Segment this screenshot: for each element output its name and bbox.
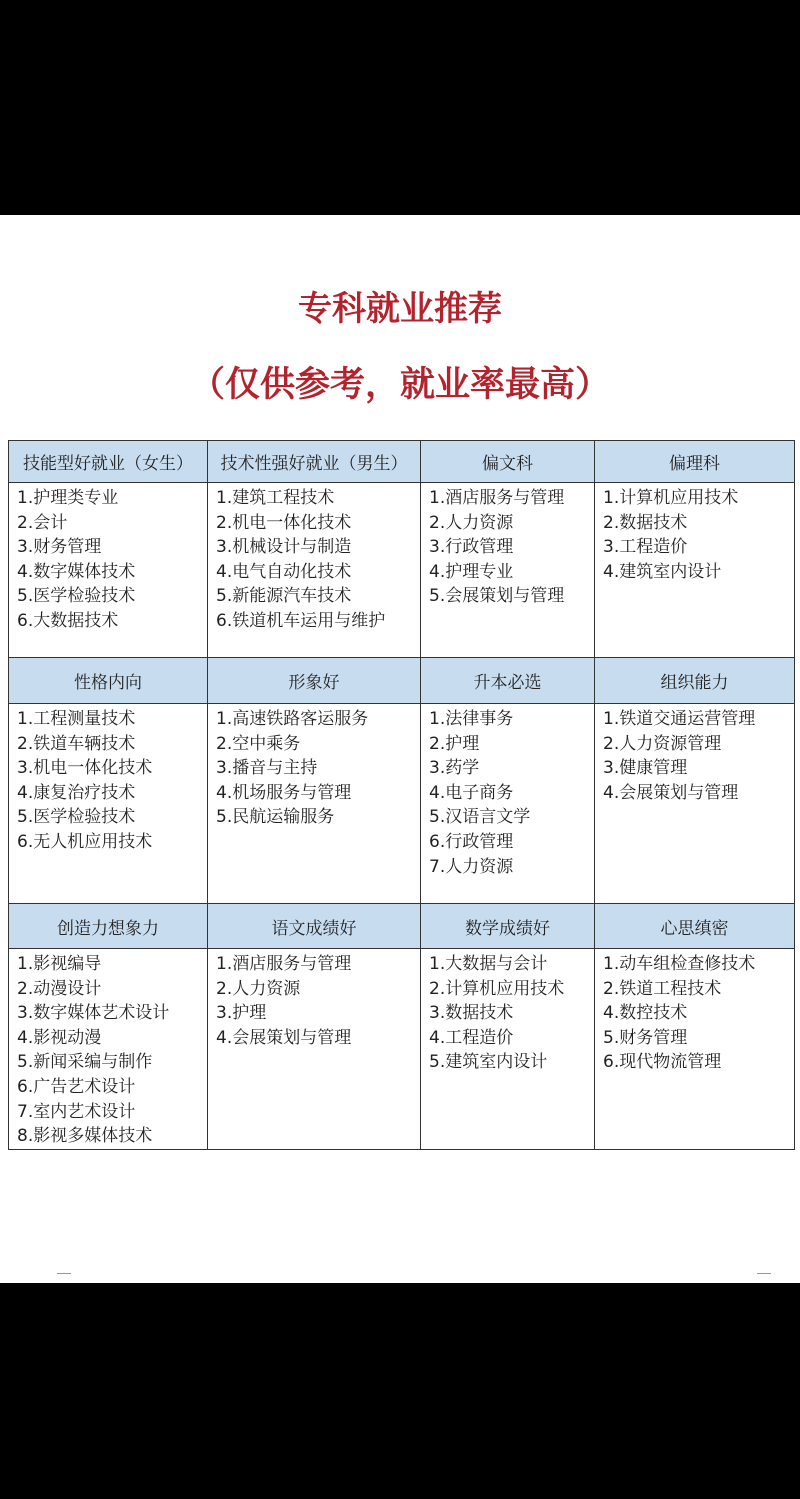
list-item: 4.护理专业 <box>429 561 514 582</box>
category-list <box>421 704 595 904</box>
list-item: 2.铁道工程技术 <box>603 978 722 999</box>
list-item: 3.机械设计与制造 <box>216 537 352 558</box>
document-page <box>0 215 800 1283</box>
recommendation-table <box>8 440 795 1150</box>
category-header: 性格内向 <box>9 658 208 704</box>
list-item: 4.会展策划与管理 <box>216 1027 352 1048</box>
category-header: 数学成绩好 <box>421 904 595 949</box>
category-list <box>595 483 795 658</box>
header-row <box>9 441 795 483</box>
list-item: 7.室内艺术设计 <box>17 1101 136 1122</box>
list-item: 2.机电一体化技术 <box>216 512 352 533</box>
list-item: 1.工程测量技术 <box>17 709 136 729</box>
list-item: 4.电气自动化技术 <box>216 561 352 582</box>
list-item: 3.机电一体化技术 <box>17 758 153 779</box>
list-item: 5.汉语言文学 <box>429 807 531 828</box>
category-list <box>421 949 595 1150</box>
list-item: 1.建筑工程技术 <box>216 488 335 508</box>
list-item: 1.铁道交通运营管理 <box>603 709 756 729</box>
list-item: 2.人力资源 <box>216 978 301 999</box>
list-item: 3.播音与主持 <box>216 758 318 779</box>
category-list <box>421 483 595 658</box>
list-item: 2.数据技术 <box>603 512 688 533</box>
list-item: 2.会计 <box>17 512 68 533</box>
list-item: 1.动车组检查修技术 <box>603 954 756 974</box>
page-title: 专科就业推荐 <box>298 289 502 329</box>
category-list <box>208 704 421 904</box>
category-list <box>9 949 208 1150</box>
category-header: 偏理科 <box>595 441 795 483</box>
category-header: 创造力想象力 <box>9 904 208 949</box>
category-list <box>595 949 795 1150</box>
list-item: 5.建筑室内设计 <box>429 1052 548 1073</box>
list-item: 5.财务管理 <box>603 1027 688 1048</box>
list-item: 1.影视编导 <box>17 954 102 974</box>
list-item: 4.会展策划与管理 <box>603 782 739 803</box>
list-item: 6.无人机应用技术 <box>17 831 153 852</box>
list-item: 6.铁道机车运用与维护 <box>216 610 386 631</box>
list-item: 6.广告艺术设计 <box>17 1076 136 1097</box>
list-item: 1.计算机应用技术 <box>603 488 739 508</box>
page-corner-mark <box>57 1273 71 1284</box>
list-item: 2.动漫设计 <box>17 978 102 999</box>
list-item: 2.人力资源 <box>429 512 514 533</box>
body-row <box>9 483 795 658</box>
category-list <box>595 704 795 904</box>
body-row <box>9 949 795 1150</box>
list-item: 5.医学检验技术 <box>17 807 136 828</box>
list-item: 5.新闻采编与制作 <box>17 1052 153 1073</box>
body-row <box>9 704 795 904</box>
list-item: 8.影视多媒体技术 <box>17 1126 153 1147</box>
list-item: 2.人力资源管理 <box>603 733 722 754</box>
list-item: 1.法律事务 <box>429 709 514 729</box>
category-header: 语文成绩好 <box>208 904 421 949</box>
list-item: 4.影视动漫 <box>17 1027 102 1048</box>
category-list <box>208 949 421 1150</box>
list-item: 4.机场服务与管理 <box>216 782 352 803</box>
list-item: 5.新能源汽车技术 <box>216 586 352 607</box>
list-item: 3.财务管理 <box>17 537 102 558</box>
list-item: 1.护理类专业 <box>17 488 119 508</box>
list-item: 3.药学 <box>429 758 480 779</box>
category-list <box>9 483 208 658</box>
list-item: 5.医学检验技术 <box>17 586 136 607</box>
list-item: 4.工程造价 <box>429 1027 514 1048</box>
header-row <box>9 658 795 704</box>
page-corner-mark <box>757 1273 771 1284</box>
list-item: 4.数控技术 <box>603 1003 688 1024</box>
category-header: 技能型好就业（女生） <box>9 441 208 483</box>
list-item: 3.健康管理 <box>603 758 688 779</box>
category-header: 心思缜密 <box>595 904 795 949</box>
list-item: 4.数字媒体技术 <box>17 561 136 582</box>
list-item: 3.工程造价 <box>603 537 688 558</box>
list-item: 4.康复治疗技术 <box>17 782 136 803</box>
list-item: 4.建筑室内设计 <box>603 561 722 582</box>
category-header: 升本必选 <box>421 658 595 704</box>
list-item: 1.酒店服务与管理 <box>216 954 352 974</box>
list-item: 1.酒店服务与管理 <box>429 488 565 508</box>
page-subtitle: （仅供参考，就业率最高） <box>189 364 610 405</box>
list-item: 2.计算机应用技术 <box>429 978 565 999</box>
list-item: 6.行政管理 <box>429 831 514 852</box>
list-item: 3.数据技术 <box>429 1003 514 1024</box>
category-header: 偏文科 <box>421 441 595 483</box>
list-item: 3.数字媒体艺术设计 <box>17 1003 170 1024</box>
list-item: 5.会展策划与管理 <box>429 586 565 607</box>
list-item: 1.高速铁路客运服务 <box>216 709 369 729</box>
category-list <box>208 483 421 658</box>
category-header: 形象好 <box>208 658 421 704</box>
list-item: 2.空中乘务 <box>216 733 301 754</box>
list-item: 6.现代物流管理 <box>603 1052 722 1073</box>
list-item: 3.行政管理 <box>429 537 514 558</box>
category-list <box>9 704 208 904</box>
category-header: 技术性强好就业（男生） <box>208 441 421 483</box>
list-item: 2.护理 <box>429 733 480 754</box>
header-row <box>9 904 795 949</box>
list-item: 6.大数据技术 <box>17 610 119 631</box>
list-item: 5.民航运输服务 <box>216 807 335 828</box>
list-item: 3.护理 <box>216 1003 267 1024</box>
category-header: 组织能力 <box>595 658 795 704</box>
list-item: 7.人力资源 <box>429 856 514 877</box>
list-item: 2.铁道车辆技术 <box>17 733 136 754</box>
list-item: 1.大数据与会计 <box>429 954 548 974</box>
list-item: 4.电子商务 <box>429 782 514 803</box>
